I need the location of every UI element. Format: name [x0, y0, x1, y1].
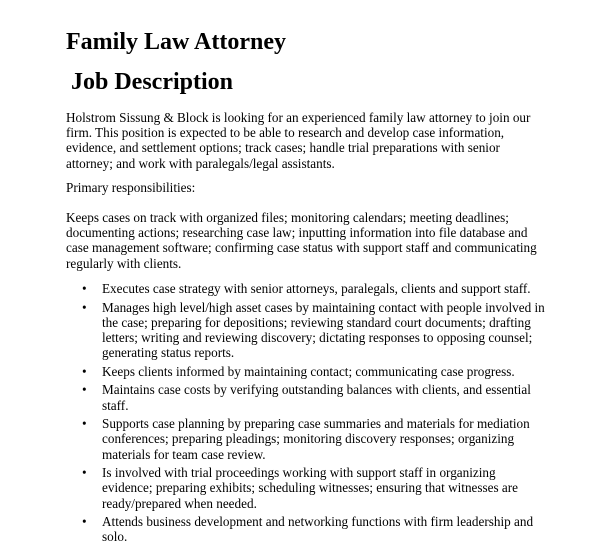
list-item: • Keeps clients informed by maintaining contact; communicating case progress.: [66, 364, 546, 379]
responsibilities-list: [66, 281, 546, 548]
list-item: • Maintains case costs by verifying outstanding balances with clients, and essential staff.: [66, 382, 546, 412]
list-item: • Attends business development and networking functions with firm leadership and solo.: [66, 514, 546, 544]
responsibilities-heading: Primary responsibilities:: [66, 180, 196, 195]
list-item: • Supports case planning by preparing case summaries and materials for mediation conferences; preparing pleadings; monitoring discovery responses; organizing materials for team case review.: [66, 416, 546, 462]
list-item: • Executes case strategy with senior attorneys, paralegals, clients and support staff.: [66, 281, 546, 296]
intro-paragraph: Holstrom Sissung & Block is looking for an experienced family law attorney to join our firm. This position is expected to be able to research and develop case information, evidence, and settlement options; track cases; handle trial preparations with senior attorney; and work with paralegals/legal assistants.: [66, 110, 531, 171]
document-title: Family Law Attorney: [66, 29, 286, 55]
document-subtitle: Job Description: [71, 69, 233, 95]
list-item: • Is involved with trial proceedings working with support staff in organizing evidence; preparing exhibits; scheduling witnesses; ensuring that witnesses are ready/prepared when needed.: [66, 465, 546, 511]
list-item: • Manages high level/high asset cases by maintaining contact with people involved in the case; preparing for depositions; reviewing standard court documents; drafting letters; writing and reviewing discovery; dictating responses to opposing counsel; generating status reports.: [66, 300, 546, 361]
responsibilities-intro: Keeps cases on track with organized files; monitoring calendars; meeting deadlines; documenting actions; researching case law; inputting information into file database and case management software; confirming case status with support staff and communicating regularly with clients.: [66, 210, 537, 271]
